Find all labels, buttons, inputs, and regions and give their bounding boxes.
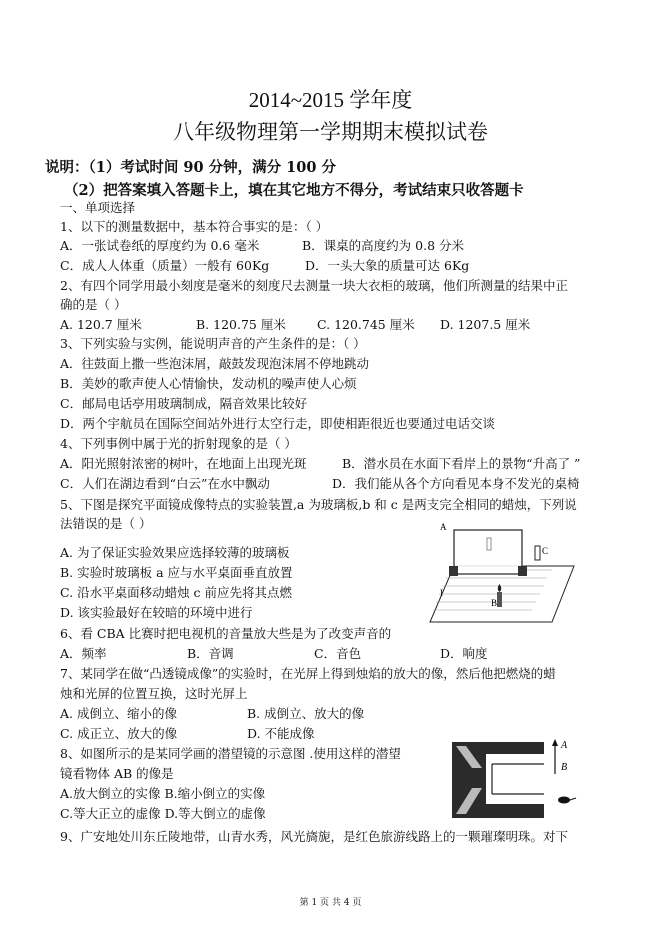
q6-option-a: A．频率: [60, 646, 107, 661]
q5-option-c: C. 沿水平桌面移动蜡烛 c 前应先将其点燃: [60, 585, 293, 600]
candle-c: [535, 546, 540, 560]
q7-option-a: A. 成倒立、缩小的像: [60, 706, 177, 721]
glass-plate: [454, 530, 522, 574]
q1-option-c: C．成人人体重（质量）一般有 60Kg: [60, 258, 270, 273]
periscope-figure: [452, 738, 584, 820]
q1-option-a: A．一张试卷纸的厚度约为 0.6 毫米: [60, 238, 260, 253]
q3-stem: 3、下列实验与实例，能说明声音的产生条件的是：（ ）: [60, 336, 366, 351]
q3-option-b: B．美妙的歌声使人心情愉快，发动机的噪声使人心烦: [60, 376, 357, 391]
q3-option-c: C．邮局电话亭用玻璃制成，隔音效果比较好: [60, 396, 308, 411]
q7-stem-line-1: 7、某同学在做“凸透镜成像”的实验时，在光屏上得到烛焰的放大的像，然后他把燃烧的蜡: [60, 666, 556, 681]
figure-label-b: B: [561, 762, 568, 773]
q4-option-a: A．阳光照射浓密的树叶，在地面上出现光斑: [60, 456, 307, 471]
candle-flame: [498, 584, 502, 592]
q8-options-cd: C.等大正立的虚像 D.等大倒立的虚像: [60, 806, 266, 821]
q1-stem: 1、以下的测量数据中，基本符合事实的是：（ ）: [60, 219, 329, 234]
q5-option-d: D. 该实验最好在较暗的环境中进行: [60, 605, 253, 620]
q9-stem: 9、广安地处川东丘陵地带，山青水秀，风光旖旎，是红色旅游线路上的一颗璀璨明珠。对下: [60, 829, 568, 844]
eye-lash: [570, 798, 576, 800]
mirror-experiment-figure: [424, 522, 594, 624]
section-heading: 一、单项选择: [60, 200, 136, 215]
q2-stem-line-1: 2、有四个同学用最小刻度是毫米的刻度尺去测量一块大衣柜的玻璃，他们所测量的结果中正: [60, 278, 568, 293]
q4-option-c: C．人们在湖边看到“白云”在水中飘动: [60, 476, 270, 491]
plate-clamp-right: [518, 566, 527, 576]
q5-stem-line-2: 法错误的是（ ）: [60, 516, 152, 531]
q2-option-b: B. 120.75 厘米: [196, 317, 286, 332]
q1-option-d: D．一头大象的质量可达 6Kg: [305, 258, 470, 273]
q2-option-a: A. 120.7 厘米: [60, 317, 142, 332]
q1-option-b: B．课桌的高度约为 0.8 分米: [302, 238, 465, 253]
q5-option-a: A. 为了保证实验效果应选择较薄的玻璃板: [60, 545, 290, 560]
q5-stem-line-1: 5、下图是探究平面镜成像特点的实验装置,a 为玻璃板,b 和 c 是两支完全相同的蜡烛，下列说: [60, 497, 577, 512]
exam-title: 八年级物理第一学期期末模拟试卷: [173, 120, 488, 144]
q6-option-d: D．响度: [440, 646, 488, 661]
q8-stem-line-2: 镜看物体 AB 的像是: [60, 766, 174, 781]
plate-clamp-left: [449, 566, 458, 576]
q6-option-b: B．音调: [187, 646, 234, 661]
q8-options-ab: A.放大倒立的实像 B.缩小倒立的实像: [60, 786, 266, 801]
q2-option-c: C. 120.745 厘米: [317, 317, 415, 332]
q2-option-d: D. 1207.5 厘米: [440, 317, 531, 332]
q3-option-d: D．两个宇航员在国际空间站外进行太空行走，即使相距很近也要通过电话交谈: [60, 416, 496, 431]
instruction-line-1: 说明：（1）考试时间 90 分钟，满分 100 分: [45, 159, 336, 176]
page-footer: 第 1 页 共 4 页: [299, 898, 362, 908]
figure-label-a: A: [440, 522, 447, 532]
q3-option-a: A．往鼓面上撒一些泡沫屑，敲鼓发现泡沫屑不停地跳动: [60, 356, 370, 371]
q7-option-c: C. 成正立、放大的像: [60, 726, 178, 741]
candle-b: [497, 592, 502, 607]
q7-option-b: B. 成倒立、放大的像: [247, 706, 365, 721]
figure-label-c: C: [542, 546, 549, 556]
figure-label-i: I: [440, 588, 443, 598]
q6-stem: 6、看 CBA 比赛时把电视机的音量放大些是为了改变声音的: [60, 626, 392, 641]
q8-stem-line-1: 8、如图所示的是某同学画的潜望镜的示意图 .使用这样的潜望: [60, 746, 401, 761]
q4-option-d: D．我们能从各个方向看见本身不发光的桌椅: [332, 476, 580, 491]
figure-label-b: B: [491, 598, 498, 608]
q6-option-c: C．音色: [314, 646, 362, 661]
instruction-line-2: （2）把答案填入答题卡上，填在其它地方不得分，考试结束只收答题卡: [64, 182, 524, 199]
figure-label-a: A: [561, 740, 568, 751]
object-arrow-head: [552, 739, 558, 746]
eye-icon: [558, 797, 570, 804]
q7-option-d: D. 不能成像: [247, 726, 315, 741]
q7-stem-line-2: 烛和光屏的位置互换，这时光屏上: [60, 686, 248, 701]
academic-year: 2014~2015 学年度: [248, 88, 413, 112]
q4-stem: 4、下列事例中属于光的折射现象的是（ ）: [60, 436, 297, 451]
q2-stem-line-2: 确的是（ ）: [60, 297, 127, 312]
q5-option-b: B. 实验时玻璃板 a 应与水平桌面垂直放置: [60, 565, 293, 580]
q4-option-b: B．潜水员在水面下看岸上的景物“升高了 ”: [342, 456, 581, 471]
